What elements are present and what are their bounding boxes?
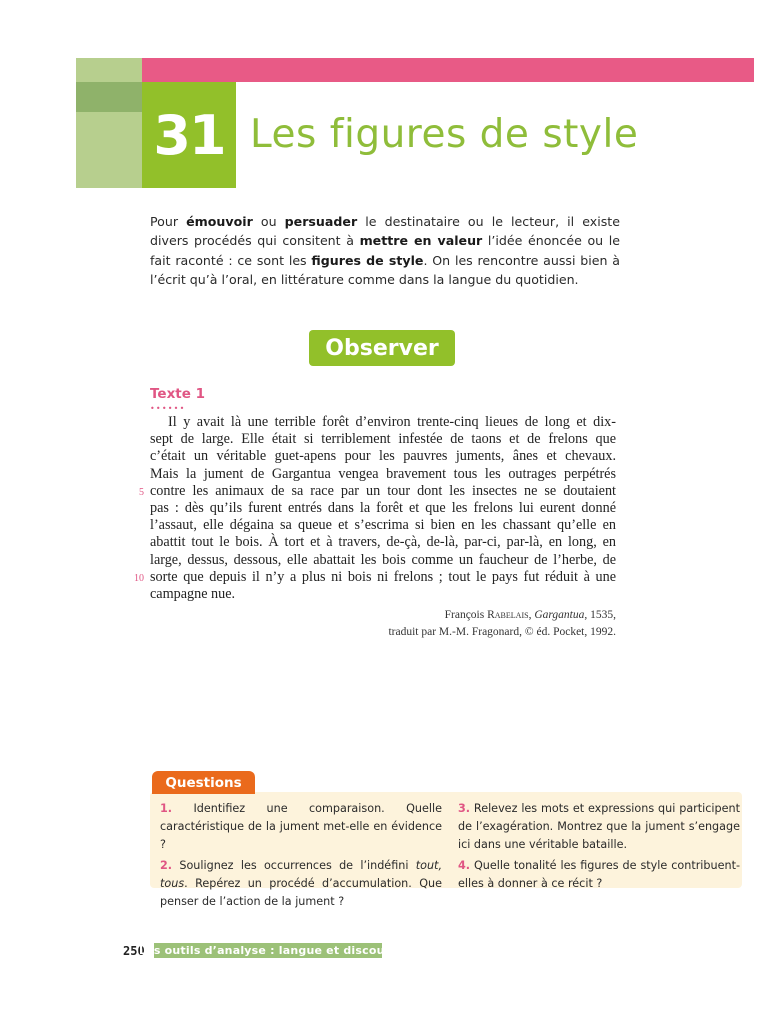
emphasis-persuader: persuader — [284, 214, 358, 229]
prose-line: Mais la jument de Gargantua vengea bravement tous les outrages perpétrés — [150, 465, 616, 482]
question-item-3: 3. Relevez les mots et expressions qui participent de l’exagération. Montrez que la jument s’engage ici dans une véritable bataille. — [458, 802, 740, 851]
intro-paragraph: Pour émouvoir ou persuader le destinataire ou le lecteur, il existe divers procédés qui consitent à mettre en valeur l’idée énoncée ou le fait raconté : ce sont les figures de style. On les rencontre aussi bien à l’écrit qu’à l’oral, en littérature comme dans la langue du quotidien. — [150, 214, 620, 288]
question-item-2: 2. Soulignez les occurrences de l’indéfini tout, tous. Repérez un procédé d’accumulation. Que penser de l’action de la jument ? — [160, 859, 442, 908]
source-citation-line1: François Rabelais, Gargantua, 1535, — [444, 609, 616, 621]
page-number: 250 — [123, 944, 145, 958]
header-green-block-top — [76, 58, 142, 82]
line-number-10: 10 — [134, 573, 144, 584]
questions-tab-label: Questions — [165, 774, 242, 791]
prose-line: pas : dès qu’ils furent entrés dans la forêt et que les frelons lui eurent donné — [150, 499, 616, 516]
texte-label: Texte 1 — [150, 386, 205, 402]
line-number-5: 5 — [139, 487, 144, 498]
prose-line: contre les animaux de sa race par un tour dont les insectes ne se doutaient — [150, 482, 616, 499]
footer-section-band — [139, 943, 397, 958]
chapter-number-box — [142, 82, 236, 188]
prose-line: sorte que depuis il n’y a plus ni bois ni frelons ; tout le pays fut réduit à une — [150, 568, 616, 585]
emphasis-mettre-en-valeur: mettre en valeur — [359, 233, 483, 249]
texte-prose — [150, 414, 616, 603]
chapter-number: 31 — [153, 103, 225, 167]
emphasis-emouvoir: émouvoir — [186, 214, 253, 229]
footer-section-label: Les outils d’analyse : langue et discours — [139, 944, 397, 957]
prose-line: Il y avait là une terrible forêt d’environ trente-cinq lieues de long et dix- — [168, 414, 616, 430]
texte-dots: •••••• — [150, 404, 186, 413]
questions-col-left — [160, 800, 442, 914]
questions-col-right — [458, 800, 740, 896]
question-item-4: 4. Quelle tonalité les figures de style contribuent-elles à donner à ce récit ? — [458, 859, 740, 890]
prose-line: l’assaut, elle dégaina sa queue et s’escrima si bien en les chassant qu’elle en — [150, 517, 616, 534]
prose-line: abattit tout le bois. À tort et à travers, de-çà, de-là, par-ci, par-là, en long, en — [150, 534, 616, 551]
prose-line: large, dessus, dessous, elle abattait les bois comme un faucheur de l’herbe, de — [150, 551, 616, 568]
question-item-1: 1. Identifiez une comparaison. Quelle caractéristique de la jument met-elle en évidence ? — [160, 802, 442, 851]
prose-line: sept de large. Elle était si terriblement infestée de taons et de frelons que — [150, 431, 616, 448]
source-author: Rabelais — [487, 609, 529, 621]
emphasis-figures-de-style: figures de style — [311, 252, 424, 268]
header-green-block-low — [76, 112, 142, 188]
source-citation-line2: traduit par M.-M. Fragonard, © éd. Pocket, 1992. — [388, 626, 616, 638]
prose-line: c’était un véritable guet-apens pour les pauvres juments, ânes et chevaux. — [150, 448, 616, 465]
header-green-block-mid — [76, 82, 142, 112]
questions-tab — [152, 771, 255, 794]
prose-line: campagne nue. — [150, 585, 236, 602]
observer-badge — [309, 330, 455, 366]
observer-label: Observer — [325, 335, 439, 361]
chapter-title: Les figures de style — [250, 112, 639, 157]
header-pink-bar — [142, 58, 754, 82]
source-work: Gargantua — [534, 609, 585, 621]
